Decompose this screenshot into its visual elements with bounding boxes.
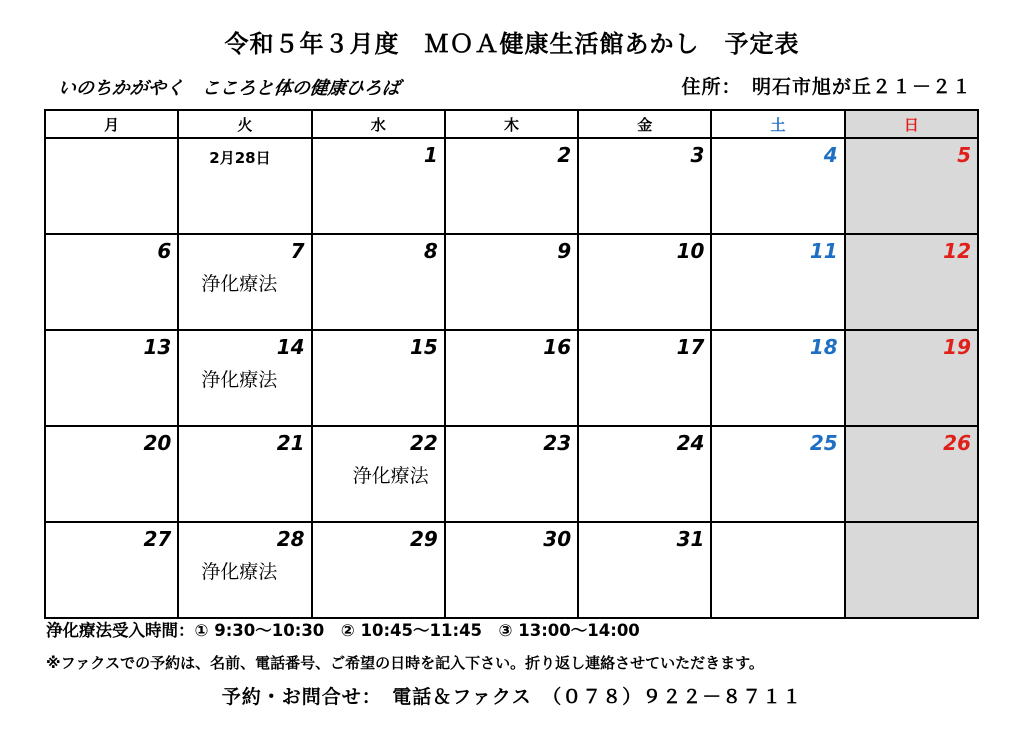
calendar-cell-wed: [312, 330, 445, 426]
calendar-event: 浄化療法: [201, 561, 278, 583]
day-number: 21: [276, 431, 305, 455]
weekday-wed: 水: [312, 110, 445, 138]
calendar-cell-thu: [445, 426, 578, 522]
weekday-sat: 土: [711, 110, 844, 138]
day-number: 30: [543, 527, 572, 551]
weekday-fri: 金: [578, 110, 711, 138]
calendar-cell-sun: [845, 522, 978, 618]
day-number: 19: [943, 335, 971, 359]
calendar-week-row: [45, 522, 978, 618]
calendar-week-row: [45, 138, 978, 234]
weekday-thu: 木: [445, 110, 578, 138]
calendar-cell-tue: [178, 138, 311, 234]
day-number: 8: [423, 239, 438, 263]
day-number: 12: [943, 239, 971, 263]
weekday-sun: 日: [845, 110, 978, 138]
calendar-cell-tue: [178, 522, 311, 618]
calendar-cell-tue: [178, 330, 311, 426]
day-number: 9: [557, 239, 572, 263]
subtitle: いのちかがやく こころと体の健康ひろば: [56, 78, 401, 99]
contact-info: 予約・お問合せ： 電話＆ファクス （０７８）９２２－８７１１: [221, 686, 803, 708]
day-number: 28: [276, 527, 305, 551]
calendar-cell-fri: [578, 426, 711, 522]
calendar-cell-wed: [312, 234, 445, 330]
calendar-cell-wed: [312, 522, 445, 618]
weekday-mon: 月: [45, 110, 178, 138]
weekday-tue: 火: [178, 110, 311, 138]
calendar-cell-fri: [578, 138, 711, 234]
calendar-cell-sat: [711, 138, 844, 234]
calendar-cell-thu: [445, 330, 578, 426]
day-number: 29: [410, 527, 438, 551]
day-number: 24: [676, 431, 705, 455]
calendar-cell-wed: [312, 426, 445, 522]
calendar-cell-sat: [711, 522, 844, 618]
day-number: 31: [676, 527, 705, 551]
treatment-hours: 浄化療法受入時間：① 9:30～10:30 ② 10:45～11:45 ③ 13:00～14:00: [46, 621, 640, 640]
calendar-cell-wed: [312, 138, 445, 234]
calendar-cell-fri: [578, 330, 711, 426]
calendar-cell-thu: [445, 234, 578, 330]
calendar-cell-fri: [578, 522, 711, 618]
calendar-cell-fri: [578, 234, 711, 330]
calendar-cell-sun: [845, 426, 978, 522]
day-number: 25: [809, 431, 838, 455]
day-number: 5: [957, 143, 971, 167]
day-number: 13: [143, 335, 172, 359]
day-number: 18: [809, 335, 838, 359]
calendar-week-row: [45, 426, 978, 522]
calendar-event: 浄化療法: [201, 369, 278, 391]
calendar-event: 浄化療法: [201, 273, 278, 295]
calendar-event: 浄化療法: [352, 465, 429, 487]
calendar-cell-mon: [45, 138, 178, 234]
day-number: 6: [157, 239, 172, 263]
calendar-cell-sat: [711, 426, 844, 522]
calendar-week-row: [45, 234, 978, 330]
day-number: 7: [290, 239, 305, 263]
calendar-cell-sun: [845, 330, 978, 426]
calendar-cell-sun: [845, 234, 978, 330]
day-number: 1: [423, 143, 438, 167]
calendar-cell-thu: [445, 522, 578, 618]
calendar-cell-tue: [178, 426, 311, 522]
day-number: 23: [543, 431, 572, 455]
day-number: 14: [276, 335, 305, 359]
calendar-cell-thu: [445, 138, 578, 234]
day-number: 4: [823, 143, 838, 167]
calendar-cell-mon: [45, 522, 178, 618]
day-number: 22: [410, 431, 438, 455]
calendar-cell-tue: [178, 234, 311, 330]
day-number: 15: [410, 335, 438, 359]
day-number: 2: [557, 143, 572, 167]
weekday-header-row: [45, 110, 978, 138]
page-title: 令和５年３月度 ＭＯＡ健康生活館あかし 予定表: [224, 30, 800, 58]
day-number: 3: [690, 143, 705, 167]
day-number: 17: [676, 335, 705, 359]
fax-note: ※ファクスでの予約は、名前、電話番号、ご希望の日時を記入下さい。折り返し連絡させていただきます。: [46, 654, 764, 672]
day-number: 26: [943, 431, 971, 455]
day-number: 10: [676, 239, 705, 263]
calendar-cell-sun: [845, 138, 978, 234]
day-number: 27: [143, 527, 172, 551]
calendar-cell-mon: [45, 330, 178, 426]
calendar-cell-mon: [45, 234, 178, 330]
calendar-table: [44, 109, 979, 619]
day-number: 2月28日: [209, 149, 271, 167]
day-number: 20: [143, 431, 172, 455]
calendar-cell-sat: [711, 330, 844, 426]
calendar-cell-mon: [45, 426, 178, 522]
address: 住所： 明石市旭が丘２１－２１: [681, 76, 972, 98]
calendar-cell-sat: [711, 234, 844, 330]
day-number: 16: [543, 335, 572, 359]
calendar-week-row: [45, 330, 978, 426]
day-number: 11: [809, 239, 838, 263]
